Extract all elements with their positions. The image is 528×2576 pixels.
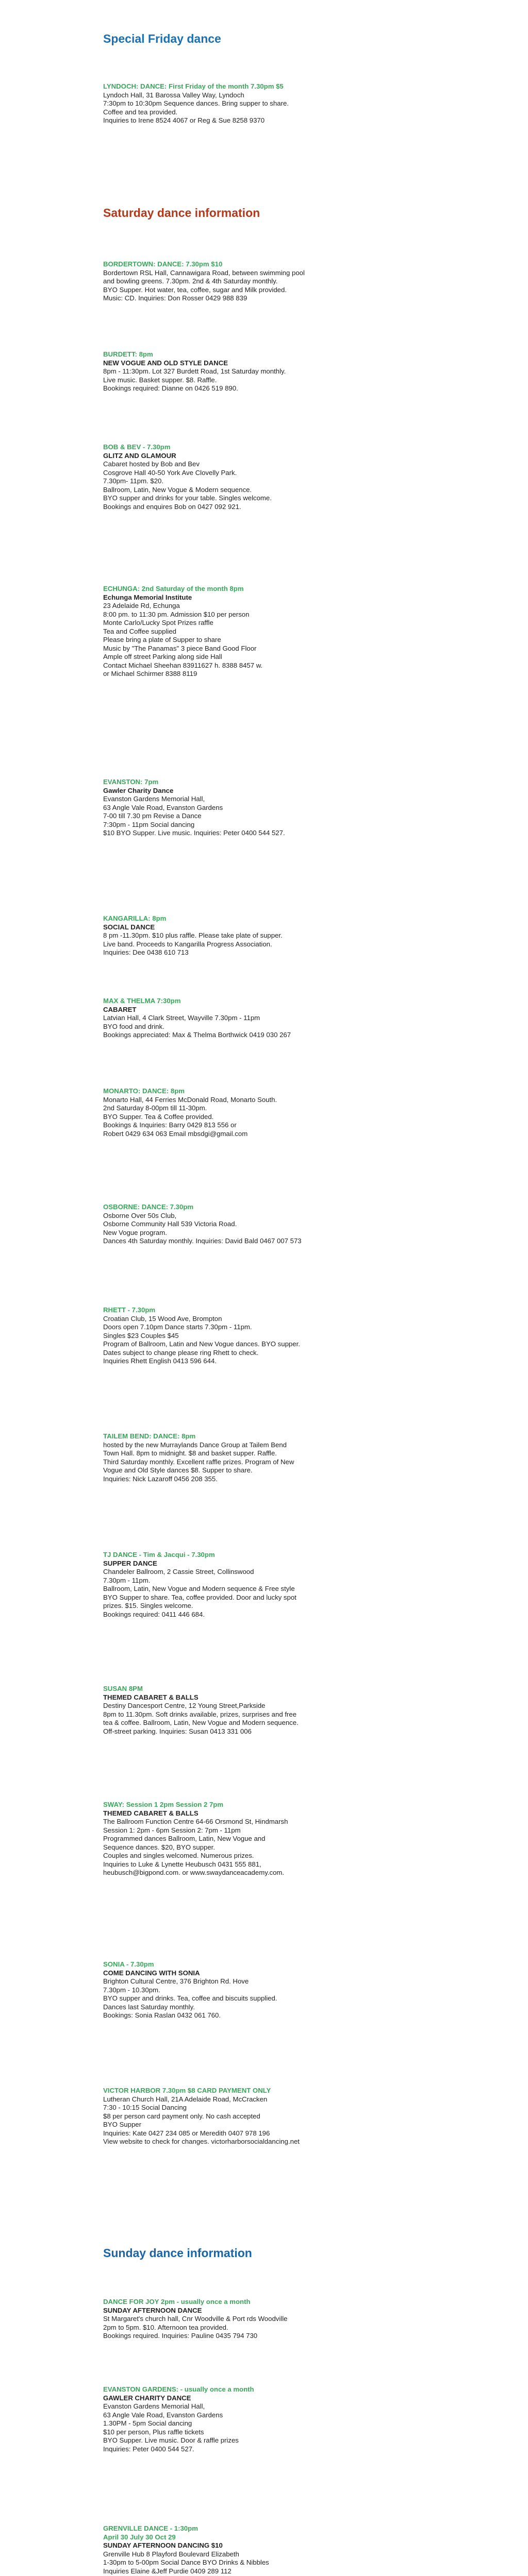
entry-detail-line: Bookings appreciated: Max & Thelma Borthwick 0419 030 267 xyxy=(103,1031,291,1039)
saturday-entry xyxy=(103,997,433,1040)
entry-detail-line: Cosgrove Hall 40-50 York Ave Clovelly Park. xyxy=(103,468,237,477)
entry-detail-line: BYO Supper xyxy=(103,2121,142,2128)
entry-heading: DANCE FOR JOY 2pm - usually once a month xyxy=(103,2298,251,2306)
entry-subheading: THEMED CABARET & BALLS xyxy=(103,1693,199,1701)
entry-detail-line: Brighton Cultural Centre, 376 Brighton Rd. Hove xyxy=(103,1977,249,1985)
friday-entry xyxy=(103,82,433,125)
entry-detail-line: prizes. $15. Singles welcome. xyxy=(103,1602,193,1609)
entry-subheading: SUNDAY AFTERNOON DANCING $10 xyxy=(103,2541,223,2549)
entry-detail-line: Session 1: 2pm - 6pm Session 2: 7pm - 11pm xyxy=(103,1826,241,1834)
entry-subheading: SOCIAL DANCE xyxy=(103,923,155,931)
entry-detail-line: BYO supper and drinks. Tea, coffee and biscuits supplied. xyxy=(103,1994,277,2002)
entry-detail-line: 2pm to 5pm. $10. Afternoon tea provided. xyxy=(103,2323,228,2331)
entry-detail-line: Monarto Hall, 44 Ferries McDonald Road, Monarto South. xyxy=(103,1095,277,1104)
entry-subheading: Gawler Charity Dance xyxy=(103,786,174,794)
entry-heading: VICTOR HARBOR 7.30pm $8 CARD PAYMENT ONLY xyxy=(103,2087,271,2094)
entry-detail-line: Live band. Proceeds to Kangarilla Progress Association. xyxy=(103,940,272,948)
saturday-entry xyxy=(103,1551,433,1619)
entry-detail-line: Inquiries: Peter 0400 544 527. xyxy=(103,2445,194,2453)
entry-detail-line: 8pm to 11.30pm. Soft drinks available, prizes, surprises and free xyxy=(103,1710,297,1718)
entry-detail-line: Dances last Saturday monthly. xyxy=(103,2003,195,2011)
entry-detail-line: Inquiries to Irene 8524 4067 or Reg & Sue 8258 9370 xyxy=(103,116,265,124)
entry-detail-line: Programmed dances Ballroom, Latin, New Vogue and xyxy=(103,1835,266,1842)
entry-detail-line: 7:30pm - 11pm Social dancing xyxy=(103,820,195,828)
entry-detail-line: Lyndoch Hall, 31 Barossa Valley Way, Lyndoch xyxy=(103,91,244,99)
entry-detail-line: April 30 July 30 Oct 29 xyxy=(103,2533,176,2541)
entry-detail-line: Ample off street Parking along side Hall xyxy=(103,653,222,660)
entry-detail-line: Osborne Over 50s Club, xyxy=(103,1211,177,1219)
sunday-entry xyxy=(103,2524,433,2575)
entry-subheading: THEMED CABARET & BALLS xyxy=(103,1809,199,1817)
entry-heading: KANGARILLA: 8pm xyxy=(103,914,167,922)
entry-detail-line: Inquiries Elaine &Jeff Purdie 0409 289 112 xyxy=(103,2567,232,2575)
entry-detail-line: Grenville Hub 8 Playford Boulevard Elizabeth xyxy=(103,2550,239,2558)
entry-detail-line: Cabaret hosted by Bob and Bev xyxy=(103,460,200,468)
entry-detail-line: Music: CD. Inquiries: Don Rosser 0429 988 839 xyxy=(103,294,248,302)
saturday-entry xyxy=(103,1432,433,1483)
section-title-sunday: Sunday dance information xyxy=(103,2246,252,2260)
entry-detail-line: Latvian Hall, 4 Clark Street, Wayville 7.30pm - 11pm xyxy=(103,1014,260,1022)
entry-detail-line: Inquiries: Dee 0438 610 713 xyxy=(103,948,189,956)
entry-detail-line: 8 pm -11.30pm. $10 plus raffle. Please take plate of supper. xyxy=(103,931,283,939)
entry-detail-line: Chandeler Ballroom, 2 Cassie Street, Collinswood xyxy=(103,1568,254,1575)
saturday-entry xyxy=(103,350,433,393)
entry-detail-line: Bookings and enquires Bob on 0427 092 921. xyxy=(103,502,241,511)
entry-detail-line: 7:30 - 10:15 Social Dancing xyxy=(103,2104,187,2111)
entry-subheading: SUPPER DANCE xyxy=(103,1559,157,1567)
section-title-friday: Special Friday dance xyxy=(103,32,221,45)
saturday-entry xyxy=(103,1203,433,1246)
entry-detail-line: Ballroom, Latin, New Vogue & Modern sequence. xyxy=(103,485,252,494)
entry-heading: LYNDOCH: DANCE: First Friday of the month 7.30pm $5 xyxy=(103,82,284,90)
entry-detail-line: Inquiries to Luke & Lynette Heubusch 0431 555 881, xyxy=(103,1860,261,1868)
entry-detail-line: Singles $23 Couples $45 xyxy=(103,1331,179,1340)
entry-detail-line: 7.30pm - 11pm. xyxy=(103,1576,151,1584)
sunday-entry xyxy=(103,2298,433,2341)
saturday-entry xyxy=(103,914,433,957)
entry-detail-line: View website to check for changes. victorharborsocialdancing.net xyxy=(103,2138,300,2145)
entry-heading: TJ DANCE - Tim & Jacqui - 7.30pm xyxy=(103,1551,215,1558)
saturday-entry xyxy=(103,1685,433,1736)
entry-detail-line: Bookings required. Inquiries: Pauline 0435 794 730 xyxy=(103,2332,258,2340)
entry-subheading: SUNDAY AFTERNOON DANCE xyxy=(103,2306,202,2314)
entry-detail-line: Dates subject to change please ring Rhett to check. xyxy=(103,1348,259,1357)
saturday-section-title xyxy=(103,206,433,221)
entry-heading: SWAY: Session 1 2pm Session 2 7pm xyxy=(103,1801,224,1808)
saturday-entry xyxy=(103,2087,433,2146)
entry-detail-line: Ballroom, Latin, New Vogue and Modern sequence & Free style xyxy=(103,1585,295,1592)
entry-heading: RHETT - 7.30pm xyxy=(103,1306,156,1314)
entry-detail-line: Monte Carlo/Lucky Spot Prizes raffle xyxy=(103,619,213,626)
entry-heading: SONIA - 7.30pm xyxy=(103,1960,154,1968)
entry-detail-line: $10 BYO Supper. Live music. Inquiries: Peter 0400 544 527. xyxy=(103,829,285,837)
entry-detail-line: Town Hall. 8pm to midnight. $8 and basket supper. Raffle. xyxy=(103,1449,277,1457)
saturday-entry xyxy=(103,1801,433,1877)
entry-detail-line: 7-00 till 7.30 pm Revise a Dance xyxy=(103,812,202,820)
saturday-entry xyxy=(103,585,433,679)
entry-detail-line: 63 Angle Vale Road, Evanston Gardens xyxy=(103,803,223,811)
entry-detail-line: Evanston Gardens Memorial Hall, xyxy=(103,2402,205,2410)
entry-detail-line: Lutheran Church Hall, 21A Adelaide Road, McCracken xyxy=(103,2095,268,2103)
entry-detail-line: Bookings required: 0411 446 684. xyxy=(103,1610,205,1618)
entry-detail-line: Osborne Community Hall 539 Victoria Road. xyxy=(103,1220,237,1228)
entry-heading: GRENVILLE DANCE - 1:30pm xyxy=(103,2524,198,2532)
entry-detail-line: Music by "The Panamas" 3 piece Band Good Floor xyxy=(103,644,257,652)
entry-detail-line: Couples and singles welcomed. Numerous prizes. xyxy=(103,1852,254,1859)
entry-subheading: GAWLER CHARITY DANCE xyxy=(103,2394,191,2402)
entry-detail-line: Vogue and Old Style dances $8. Supper to share. xyxy=(103,1466,253,1474)
entry-detail-line: BYO Supper. Live music. Door & raffle prizes xyxy=(103,2436,239,2444)
friday-section-title xyxy=(103,32,433,46)
entry-detail-line: Coffee and tea provided. xyxy=(103,108,178,116)
entry-detail-line: Bookings required: Dianne on 0426 519 890. xyxy=(103,384,238,392)
entry-detail-line: 7:30pm to 10:30pm Sequence dances. Bring supper to share. xyxy=(103,99,289,107)
entry-heading: SUSAN 8PM xyxy=(103,1685,143,1692)
entry-detail-line: Doors open 7.10pm Dance starts 7.30pm - 11pm. xyxy=(103,1323,252,1331)
entry-heading: TAILEM BEND: DANCE: 8pm xyxy=(103,1432,196,1440)
entry-subheading: Echunga Memorial Institute xyxy=(103,593,192,601)
entry-detail-line: heubusch@bigpond.com. or www.swaydanceacademy.com. xyxy=(103,1869,285,1876)
entry-detail-line: New Vogue program. xyxy=(103,1228,167,1236)
entry-detail-line: Croatian Club, 15 Wood Ave, Brompton xyxy=(103,1314,222,1323)
entry-detail-line: Inquiries: Nick Lazaroff 0456 208 355. xyxy=(103,1475,218,1483)
entry-subheading: COME DANCING WITH SONIA xyxy=(103,1969,200,1977)
sunday-entry xyxy=(103,2385,433,2453)
entry-heading: OSBORNE: DANCE: 7.30pm xyxy=(103,1203,194,1211)
entry-detail-line: 7.30pm - 10.30pm. xyxy=(103,1986,160,1994)
saturday-entry xyxy=(103,1087,433,1138)
entry-detail-line: $8 per person card payment only. No cash accepted xyxy=(103,2112,260,2120)
entry-detail-line: Destiny Dancesport Centre, 12 Young Street,Parkside xyxy=(103,1702,266,1709)
entry-detail-line: Bookings: Sonia Raslan 0432 061 760. xyxy=(103,2011,221,2019)
entry-detail-line: $10 per person, Plus raffle tickets xyxy=(103,2428,204,2436)
entry-detail-line: Bookings & Inquiries: Barry 0429 813 556 or xyxy=(103,1121,237,1129)
entry-detail-line: St Margaret's church hall, Cnr Woodville & Port rds Woodville xyxy=(103,2315,288,2323)
saturday-entry xyxy=(103,443,433,511)
entry-detail-line: BYO supper and drinks for your table. Singles welcome. xyxy=(103,494,272,502)
entry-detail-line: The Ballroom Function Centre 64-66 Orsmond St, Hindmarsh xyxy=(103,1818,288,1825)
entry-detail-line: 63 Angle Vale Road, Evanston Gardens xyxy=(103,2411,223,2419)
entry-heading: EVANSTON: 7pm xyxy=(103,778,159,786)
entry-detail-line: 8pm - 11:30pm. Lot 327 Burdett Road, 1st Saturday monthly. xyxy=(103,367,286,375)
entry-detail-line: Evanston Gardens Memorial Hall, xyxy=(103,795,205,803)
sunday-section-title xyxy=(103,2246,433,2261)
entry-detail-line: hosted by the new Murraylands Dance Group at Tailem Bend xyxy=(103,1440,287,1449)
entry-detail-line: Contact Michael Sheehan 83911627 h. 8388 8457 w. xyxy=(103,661,263,669)
entry-detail-line: BYO food and drink. xyxy=(103,1022,164,1030)
entry-subheading: GLITZ AND GLAMOUR xyxy=(103,451,176,460)
entry-detail-line: tea & coffee. Ballroom, Latin, New Vogue and Modern sequence. xyxy=(103,1719,299,1726)
entry-detail-line: Off-street parking. Inquiries: Susan 0413 331 006 xyxy=(103,1727,252,1735)
entry-detail-line: Sequence dances. $20, BYO supper. xyxy=(103,1843,216,1851)
entry-heading: MAX & THELMA 7:30pm xyxy=(103,997,181,1005)
entry-detail-line: Third Saturday monthly. Excellent raffle prizes. Program of New xyxy=(103,1458,294,1466)
entry-subheading: NEW VOGUE AND OLD STYLE DANCE xyxy=(103,359,228,367)
saturday-entry xyxy=(103,1960,433,2020)
entry-detail-line: BYO Supper. Hot water, tea, coffee, sugar and Milk provided. xyxy=(103,285,287,294)
entry-detail-line: Live music. Basket supper. $8. Raffle. xyxy=(103,376,217,384)
entry-detail-line: Inquiries: Kate 0427 234 085 or Meredith 0407 978 196 xyxy=(103,2129,270,2137)
entry-detail-line: Dances 4th Saturday monthly. Inquiries: David Bald 0467 007 573 xyxy=(103,1237,302,1245)
entry-heading: ECHUNGA: 2nd Saturday of the month 8pm xyxy=(103,585,244,592)
entry-detail-line: BYO Supper to share. Tea, coffee provided. Door and lucky spot xyxy=(103,1593,296,1601)
entry-detail-line: 23 Adelaide Rd, Echunga xyxy=(103,602,180,609)
entry-heading: BURDETT: 8pm xyxy=(103,350,153,358)
entry-detail-line: Please bring a plate of Supper to share xyxy=(103,636,221,643)
entry-detail-line: BYO Supper. Tea & Coffee provided. xyxy=(103,1112,214,1121)
entry-detail-line: Robert 0429 634 063 Email mbsdgi@gmail.com xyxy=(103,1129,248,1138)
entry-detail-line: 7.30pm- 11pm. $20. xyxy=(103,477,164,485)
saturday-entry xyxy=(103,778,433,838)
entry-detail-line: Inquiries Rhett English 0413 596 644. xyxy=(103,1357,217,1365)
entry-detail-line: 2nd Saturday 8-00pm till 11-30pm. xyxy=(103,1104,207,1112)
entry-detail-line: Program of Ballroom, Latin and New Vogue dances. BYO supper. xyxy=(103,1340,300,1348)
entry-detail-line: 1-30pm to 5-00pm Social Dance BYO Drinks & Nibbles xyxy=(103,2558,269,2566)
entry-detail-line: 1.30PM - 5pm Social dancing xyxy=(103,2419,192,2427)
section-title-saturday: Saturday dance information xyxy=(103,206,260,219)
entry-subheading: CABARET xyxy=(103,1005,137,1013)
entry-detail-line: Bordertown RSL Hall, Cannawigara Road, between swimming pool xyxy=(103,268,305,277)
saturday-entry xyxy=(103,260,433,303)
entry-detail-line: Tea and Coffee supplied xyxy=(103,627,176,635)
entry-detail-line: and bowling greens. 7.30pm. 2nd & 4th Saturday monthly. xyxy=(103,277,278,285)
entry-heading: BORDERTOWN: DANCE: 7.30pm $10 xyxy=(103,260,223,268)
entry-detail-line: or Michael Schirmer 8388 8119 xyxy=(103,670,197,677)
entry-detail-line: 8:00 pm. to 11:30 pm. Admission $10 per person xyxy=(103,610,250,618)
saturday-entry xyxy=(103,1306,433,1366)
entry-heading: MONARTO: DANCE: 8pm xyxy=(103,1087,185,1095)
entry-heading: BOB & BEV - 7.30pm xyxy=(103,443,171,451)
entry-heading: EVANSTON GARDENS: - usually once a month xyxy=(103,2385,254,2393)
